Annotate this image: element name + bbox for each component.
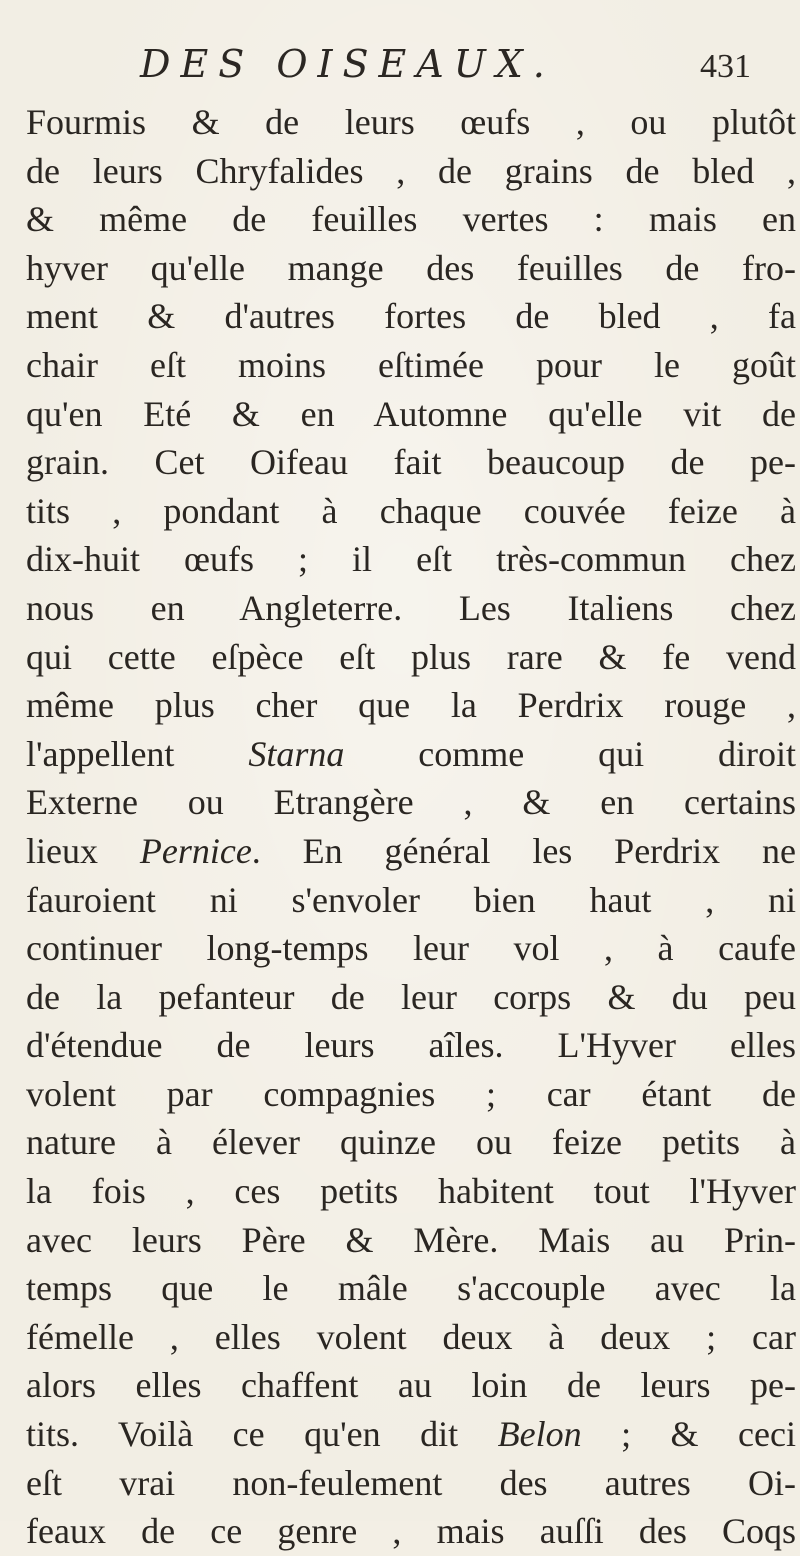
text-line: grain. Cet Oifeau fait beaucoup de pe- [26,442,796,483]
page-number: 431 [700,48,751,85]
body-text [26,98,796,1556]
text-line: continuer long-temps leur vol , à caufe [26,928,796,969]
text-line: d'étendue de leurs aîles. L'Hyver elles [26,1025,796,1066]
text-line: qui cette eſpèce eſt plus rare & fe vend [26,636,796,677]
text-line: la fois , ces petits habitent tout l'Hyver [26,1171,796,1212]
text-line: tits , pondant à chaque couvée feize à [26,490,796,531]
text-line: fauroient ni s'envoler bien haut , ni [26,879,796,920]
text-line: Fourmis & de leurs œufs , ou plutôt [26,102,796,142]
text-line: volent par compagnies ; car étant de [26,1073,796,1114]
text-line: nous en Angleterre. Les Italiens chez [26,587,796,628]
text-line: même plus cher que la Perdrix rouge , [26,685,796,726]
text-line: nature à élever quinze ou feize petits à [26,1122,796,1163]
text-line: eſt vrai non-feulement des autres Oi- [26,1462,796,1503]
text-line: chair eſt moins eſtimée pour le goût [26,344,796,385]
page-header [0,42,800,92]
text-line: & même de feuilles vertes : mais en [26,199,796,240]
text-line: Externe ou Etrangère , & en certains [26,782,796,823]
running-title: DES OISEAUX. [140,42,555,86]
text-line: hyver qu'elle mange des feuilles de fro- [26,247,796,288]
text-line: alors elles chaffent au loin de leurs pe- [26,1365,796,1406]
text-line: ment & d'autres fortes de bled , fa [26,296,796,337]
text-line: de leurs Chryfalides , de grains de bled , [26,150,796,191]
text-line: qu'en Eté & en Automne qu'elle vit de [26,393,796,434]
text-line: temps que le mâle s'accouple avec la [26,1268,796,1309]
text-line: fémelle , elles volent deux à deux ; car [26,1316,796,1357]
text-line: feaux de ce genre , mais auſſi des Coqs [26,1511,796,1552]
text-line: tits. Voilà ce qu'en dit Belon ; & ceci [26,1414,796,1455]
text-line: de la pefanteur de leur corps & du peu [26,976,796,1017]
text-line: l'appellent Starna comme qui diroit [26,733,796,774]
text-line: lieux Pernice. En général les Perdrix ne [26,830,796,871]
text-line: dix-huit œufs ; il eſt très-commun chez [26,539,796,580]
text-line: avec leurs Père & Mère. Mais au Prin- [26,1219,796,1260]
